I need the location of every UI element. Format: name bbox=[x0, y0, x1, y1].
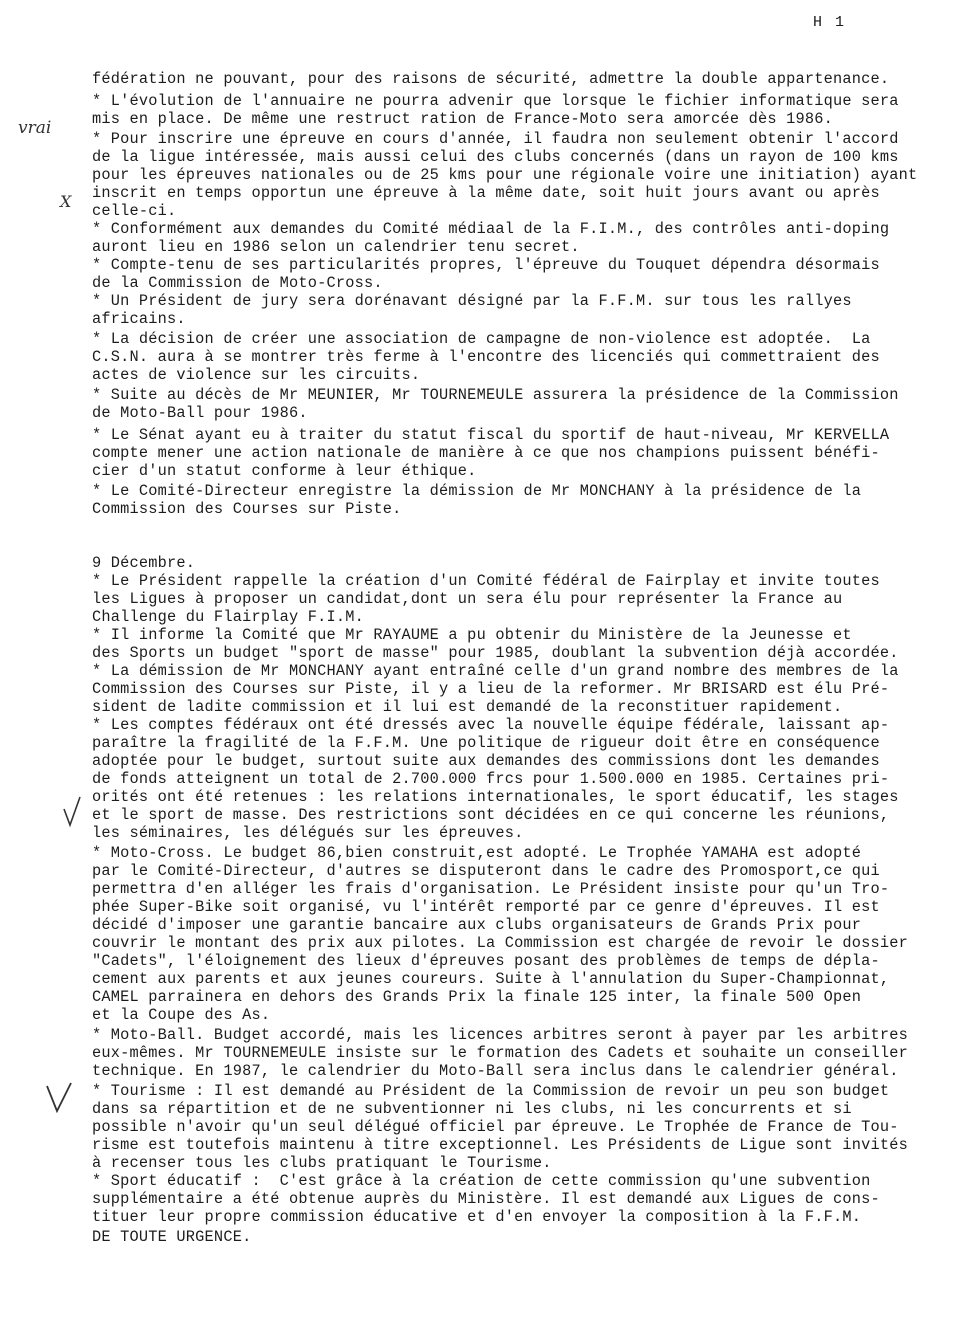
text-line: et le sport de masse. Des restrictions sont décidées en ce qui concerne les réunions, bbox=[92, 806, 890, 824]
text-line: CAMEL parrainera en dehors des Grands Prix la finale 125 inter, la finale 500 Open bbox=[92, 988, 862, 1006]
text-line: adoptée pour le budget, surtout suite aux demandes des commissions dont les demandes bbox=[92, 752, 880, 770]
text-line: celle-ci. bbox=[92, 202, 177, 220]
page-code: H 1 bbox=[813, 14, 847, 31]
text-line: C.S.N. aura à se montrer très ferme à l'encontre des licenciés qui commettraient des bbox=[92, 348, 880, 366]
text-line: 9 Décembre. bbox=[92, 554, 196, 572]
text-line: de la Commission de Moto-Cross. bbox=[92, 274, 383, 292]
text-line: risme est toutefois maintenu à titre exceptionnel. Les Présidents de Ligue sont invités bbox=[92, 1136, 909, 1154]
text-line: * Un Président de jury sera dorénavant désigné par la F.F.M. sur tous les rallyes bbox=[92, 292, 852, 310]
text-line: * Suite au décès de Mr MEUNIER, Mr TOURNEMEULE assurera la présidence de la Commission bbox=[92, 386, 899, 404]
text-line: * Le Comité-Directeur enregistre la démission de Mr MONCHANY à la présidence de la bbox=[92, 482, 862, 500]
text-line: couvrir le montant des prix aux pilotes. La Commission est chargée de revoir le dossier bbox=[92, 934, 909, 952]
text-line: * Conformément aux demandes du Comité médiaal de la F.I.M., des contrôles anti-doping bbox=[92, 220, 890, 238]
text-line: * La démission de Mr MONCHANY ayant entraîné celle d'un grand nombre des membres de la bbox=[92, 662, 899, 680]
text-line: de fonds atteignent un total de 2.700.000 frcs pour 1.500.000 en 1985. Certaines pri- bbox=[92, 770, 890, 788]
text-line: * Tourisme : Il est demandé au Président de la Commission de revoir un peu son budget bbox=[92, 1082, 890, 1100]
text-line: africains. bbox=[92, 310, 186, 328]
text-line: et la Coupe des As. bbox=[92, 1006, 271, 1024]
text-line: * Le Sénat ayant eu à traiter du statut fiscal du sportif de haut-niveau, Mr KERVELLA bbox=[92, 426, 890, 444]
text-line: de Moto-Ball pour 1986. bbox=[92, 404, 308, 422]
text-line: décidé d'imposer une garantie bancaire aux clubs organisateurs de Grands Prix pour bbox=[92, 916, 862, 934]
text-line: mis en place. De même une restruct ration de France-Moto sera amorcée dès 1986. bbox=[92, 110, 833, 128]
text-line: Commission des Courses sur Piste, il y a lieu de la reformer. Mr BRISARD est élu Pré- bbox=[92, 680, 890, 698]
text-line: fédération ne pouvant, pour des raisons de sécurité, admettre la double appartenance. bbox=[92, 70, 890, 88]
text-line: eux-mêmes. Mr TOURNEMEULE insiste sur le formation des Cadets et souhaite un conseiller bbox=[92, 1044, 909, 1062]
text-line: "Cadets", l'éloignement des lieux d'épreuves posant des problèmes de temps de dépla- bbox=[92, 952, 880, 970]
text-line: actes de violence sur les circuits. bbox=[92, 366, 421, 384]
text-line: * L'évolution de l'annuaire ne pourra advenir que lorsque le fichier informatique sera bbox=[92, 92, 899, 110]
check-mark-icon bbox=[60, 795, 86, 831]
text-line: technique. En 1987, le calendrier du Moto-Ball sera inclus dans le calendrier général. bbox=[92, 1062, 899, 1080]
text-line: auront lieu en 1986 selon un calendrier tenu secret. bbox=[92, 238, 580, 256]
text-line: * Moto-Ball. Budget accordé, mais les licences arbitres seront à payer par les arbitres bbox=[92, 1026, 909, 1044]
text-line: des Sports un budget "sport de masse" pour 1985, doublant la subvention déjà accordée. bbox=[92, 644, 899, 662]
text-line: les Ligues à proposer un candidat,dont un sera élu pour représenter la France au bbox=[92, 590, 843, 608]
text-line: orités ont été retenues : les relations internationales, le sport éducatif, les stages bbox=[92, 788, 899, 806]
text-line: à recenser tous les clubs pratiquant le Tourisme. bbox=[92, 1154, 552, 1172]
text-line: * Les comptes fédéraux ont été dressés avec la nouvelle équipe fédérale, laissant ap- bbox=[92, 716, 890, 734]
text-line: * Il informe la Comité que Mr RAYAUME a pu obtenir du Ministère de la Jeunesse et bbox=[92, 626, 852, 644]
text-line: * Moto-Cross. Le budget 86,bien construit,est adopté. Le Trophée YAMAHA est adopté bbox=[92, 844, 862, 862]
text-line: de la ligue intéressée, mais aussi celui des clubs concernés (dans un rayon de 100 kms bbox=[92, 148, 899, 166]
text-line: pour les épreuves nationales ou de 25 kms pour une régionale voire une initiation) ayant bbox=[92, 166, 918, 184]
text-line: supplémentaire a été obtenue auprès du Ministère. Il est demandé aux Ligues de cons- bbox=[92, 1190, 880, 1208]
text-line: paraître la fragilité de la F.F.M. Une politique de rigueur doit être en conséquence bbox=[92, 734, 880, 752]
margin-note-vrai: vrai bbox=[18, 118, 52, 138]
text-line: sident de ladite commission et il lui est demandé de la reconstituer rapidement. bbox=[92, 698, 843, 716]
text-line: Commission des Courses sur Piste. bbox=[92, 500, 402, 518]
text-line: Challenge du Flairplay F.I.M. bbox=[92, 608, 365, 626]
text-line: cier d'un statut conforme à leur éthique. bbox=[92, 462, 477, 480]
check-mark-icon bbox=[44, 1080, 74, 1116]
text-line: DE TOUTE URGENCE. bbox=[92, 1228, 252, 1246]
text-line: * Pour inscrire une épreuve en cours d'année, il faudra non seulement obtenir l'accord bbox=[92, 130, 899, 148]
text-line: par le Comité-Directeur, d'autres se disputeront dans le cadre des Promosport,ce qui bbox=[92, 862, 880, 880]
text-line: phée Super-Bike soit organisé, vu l'intérêt remporté par ce genre d'épreuves. Il est bbox=[92, 898, 880, 916]
text-line: possible n'avoir qu'un seul délégué officiel par épreuve. Le Trophée de France de Tou- bbox=[92, 1118, 899, 1136]
text-line: compte mener une action nationale de manière à ce que nos champions puissent bénéfi- bbox=[92, 444, 880, 462]
text-line: les séminaires, les délégués sur les épreuves. bbox=[92, 824, 524, 842]
margin-note-x: X bbox=[60, 192, 72, 211]
text-line: cement aux parents et aux jeunes coureurs. Suite à l'annulation du Super-Championnat, bbox=[92, 970, 890, 988]
text-line: tituer leur propre commission éducative et d'en envoyer la composition à la F.F.M. bbox=[92, 1208, 862, 1226]
text-line: * Compte-tenu de ses particularités propres, l'épreuve du Touquet dépendra désormais bbox=[92, 256, 880, 274]
text-line: dans sa répartition et de ne subventionner ni les clubs, ni les concurrents et si bbox=[92, 1100, 852, 1118]
text-line: * La décision de créer une association de campagne de non-violence est adoptée. La bbox=[92, 330, 871, 348]
text-line: inscrit en temps opportun une épreuve à la même date, soit huit jours avant ou après bbox=[92, 184, 880, 202]
text-line: * Sport éducatif : C'est grâce à la création de cette commission qu'une subvention bbox=[92, 1172, 871, 1190]
text-line: * Le Président rappelle la création d'un Comité fédéral de Fairplay et invite toutes bbox=[92, 572, 880, 590]
text-line: permettra d'en alléger les frais d'organisation. Le Président insiste pour qu'un Tro- bbox=[92, 880, 890, 898]
